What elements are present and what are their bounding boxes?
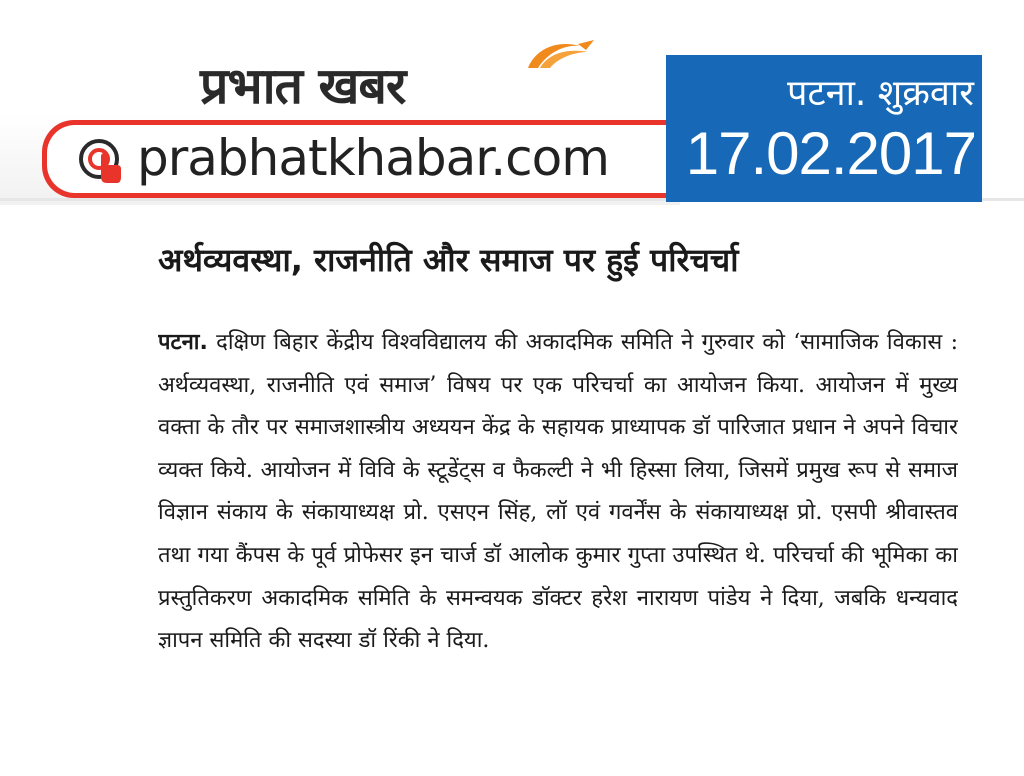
sun-swoosh-icon <box>522 38 598 72</box>
masthead <box>0 0 1024 205</box>
article-headline: अर्थव्यवस्था, राजनीति और समाज पर हुई परिचर्चा <box>158 241 739 279</box>
date-city-day: पटना. शुक्रवार <box>787 73 974 114</box>
website-banner-inner <box>47 125 670 193</box>
hindi-logo-text: प्रभात खबर <box>200 57 406 115</box>
date-box <box>666 55 982 202</box>
website-banner <box>42 120 670 198</box>
article-dateline: पटना. <box>158 330 208 355</box>
article-body <box>158 322 958 742</box>
article-text: दक्षिण बिहार केंद्रीय विश्वविद्यालय की अकादमिक समिति ने गुरुवार को ‘सामाजिक विकास : अर्थव्यवस्था, राजनीति एवं समाज’ विषय पर एक परिचर्चा का आयोजन किया. आयोजन में मुख्य वक्ता के तौर पर समाजशास्त्रीय अध्ययन केंद्र के सहायक प्राध्यापक डॉ पारिजात प्रधान ने अपने विचार व्यक्त किये. आयोजन में विवि के स्टूडेंट्स व फैकल्टी ने भी हिस्सा लिया, जिसमें प्रमुख रूप से समाज विज्ञान संकाय के संकायाध्यक्ष प्रो. एसएन सिंह, लॉ एवं गवर्नेंस के संकायाध्यक्ष प्रो. एसपी श्रीवास्तव तथा गया कैंपस के पूर्व प्रोफेसर इन चार्ज डॉ आलोक कुमार गुप्ता उपस्थित थे. परिचर्चा की भूमिका का प्रस्तुतिकरण अकादमिक समिति के समन्वयक डॉक्टर हरेश नारायण पांडेय ने दिया, जबकि धन्यवाद ज्ञापन समिति की सदस्या डॉ रिंकी ने दिया. <box>158 330 958 654</box>
date-value: 17.02.2017 <box>685 120 976 187</box>
website-url: prabhatkhabar.com <box>137 129 609 187</box>
touch-target-icon <box>77 137 125 185</box>
